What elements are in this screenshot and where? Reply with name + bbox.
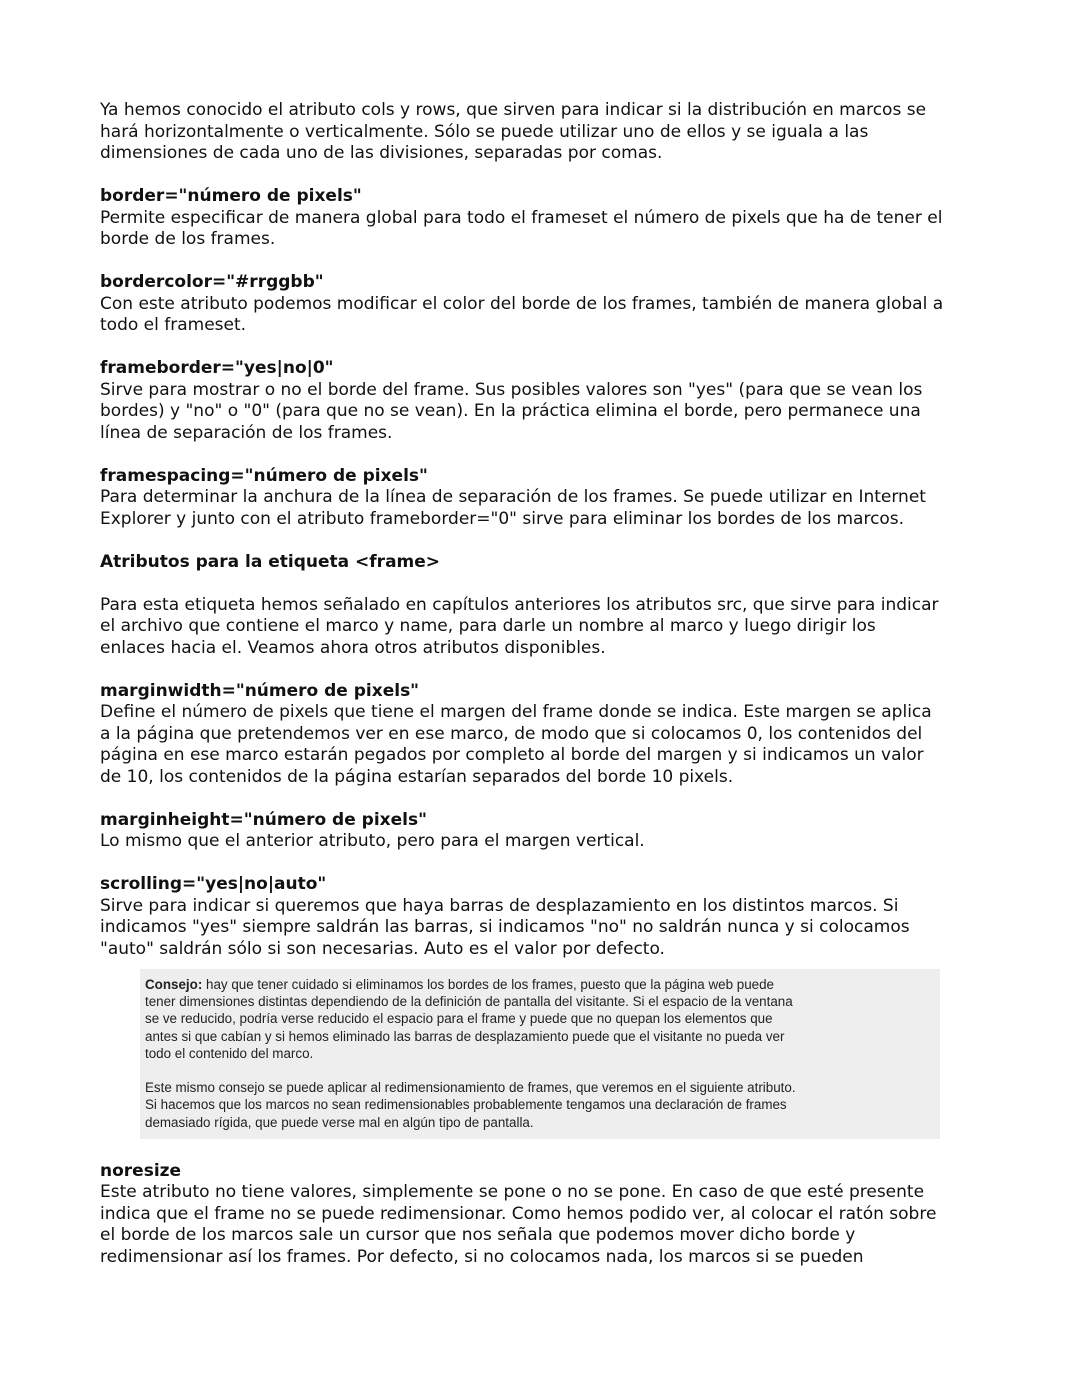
text-line: Sirve para indicar si queremos que haya barras de desplazamiento en los distintos marcos. Si <box>100 895 899 916</box>
marginwidth-section <box>100 681 1000 789</box>
frame-intro-paragraph <box>100 595 1000 660</box>
text-line: todo el contenido del marco. <box>145 1045 314 1061</box>
attribute-heading: scrolling="yes|no|auto" <box>100 874 327 894</box>
text-line: bordes) y "no" o "0" (para que no se vean). En la práctica elimina el borde, pero permanece una <box>100 401 921 421</box>
text-line: el archivo que contiene el marco y name, para darle un nombre al marco y luego dirigir los <box>100 616 876 636</box>
text-line: Lo mismo que el anterior atributo, pero para el margen vertical. <box>100 831 645 851</box>
text-line: indicamos "yes" siempre saldrán las barras, si indicamos "no" no saldrán nunca y si colocamos <box>100 917 910 937</box>
text-line: Este mismo consejo se puede aplicar al redimensionamiento de frames, que veremos en el siguiente atributo. <box>145 1080 796 1096</box>
text-line: todo el frameset. <box>100 315 247 335</box>
text-line: enlaces hacia el. Veamos ahora otros atributos disponibles. <box>100 637 606 658</box>
text-line: línea de separación de los frames. <box>100 422 393 443</box>
attribute-heading: framespacing="número de pixels" <box>100 465 428 486</box>
attribute-heading: noresize <box>100 1160 182 1181</box>
noresize-section <box>100 1161 1000 1269</box>
text-line: redimensionar así los frames. Por defecto, si no colocamos nada, los marcos si se pueden <box>100 1246 864 1267</box>
attribute-heading: marginheight="número de pixels" <box>100 809 427 830</box>
text-line: Permite especificar de manera global para todo el frameset el número de pixels que ha de tener el <box>100 207 943 228</box>
text-line: Sirve para mostrar o no el borde del frame. Sus posibles valores son "yes" (para que se vean los <box>100 379 923 400</box>
attribute-description <box>100 294 1000 337</box>
tip-label: Consejo: <box>145 977 203 992</box>
text-line: hará horizontalmente o verticalmente. Sólo se puede utilizar uno de ellos y se iguala a las <box>100 121 869 142</box>
text-line: Para esta etiqueta hemos señalado en capítulos anteriores los atributos src, que sirve para indicar <box>100 594 939 615</box>
text-line: borde de los frames. <box>100 229 276 249</box>
attribute-description <box>100 831 1000 853</box>
text-line: Este atributo no tiene valores, simplemente se pone o no se pone. En caso de que esté presente <box>100 1182 925 1203</box>
text-line: antes si que cabían y si hemos eliminado las barras de desplazamiento puede que el visitante no pueda ver <box>145 1028 785 1044</box>
frame-section-heading <box>100 552 1000 574</box>
tip-text: hay que tener cuidado si eliminamos los bordes de los frames, puesto que la página web puede <box>202 977 774 992</box>
tip-box <box>140 969 940 1139</box>
tip-paragraph-2 <box>145 1079 935 1131</box>
text-line: demasiado rígida, que puede verse mal en algún tipo de pantalla. <box>145 1114 534 1130</box>
framespacing-section <box>100 466 1000 531</box>
text-line: se ve reducido, podría verse reducido el espacio para el frame y puede que no quepan los elementos que <box>145 1011 773 1027</box>
border-section <box>100 186 1000 251</box>
attribute-description <box>100 1182 1000 1268</box>
bordercolor-section <box>100 272 1000 337</box>
intro-paragraph <box>100 100 1000 165</box>
section-heading: Atributos para la etiqueta <frame> <box>100 551 441 572</box>
text-line: dimensiones de cada uno de las divisiones, separadas por comas. <box>100 143 663 163</box>
attribute-description <box>100 702 1000 788</box>
attribute-heading: marginwidth="número de pixels" <box>100 680 420 701</box>
text-line: Con este atributo podemos modificar el color del borde de los frames, también de manera global a <box>100 293 944 314</box>
tip-text <box>145 993 935 1062</box>
attribute-heading: bordercolor="#rrggbb" <box>100 272 324 292</box>
text-line: indica que el frame no se puede redimensionar. Como hemos podido ver, al colocar el ratón sobre <box>100 1203 937 1224</box>
attribute-description <box>100 380 1000 445</box>
scrolling-section <box>100 874 1000 960</box>
attribute-heading: border="número de pixels" <box>100 186 362 206</box>
text-line: Explorer y junto con el atributo frameborder="0" sirve para eliminar los bordes de los marcos. <box>100 508 905 529</box>
marginheight-section <box>100 810 1000 853</box>
attribute-description <box>100 487 1000 530</box>
text-line: tener dimensiones distintas dependiendo de la definición de pantalla del visitante. Si el espacio de la ventana <box>145 994 793 1010</box>
attribute-heading: frameborder="yes|no|0" <box>100 358 334 378</box>
text-line: "auto" saldrán sólo si son necesarias. Auto es el valor por defecto. <box>100 938 665 959</box>
text-line: a la página que pretendemos ver en ese marco, de modo que si colocamos 0, los contenidos del <box>100 723 923 744</box>
text-line: página en ese marco estarán pegados por completo al borde del margen y si indicamos un valor <box>100 745 924 765</box>
text-line: Si hacemos que los marcos no sean redimensionables probablemente tengamos una declaración de frames <box>145 1097 787 1113</box>
attribute-description <box>100 896 1000 961</box>
attribute-description <box>100 208 1000 251</box>
text-line: de 10, los contenidos de la página estarían separados del borde 10 pixels. <box>100 766 734 787</box>
text-line: Ya hemos conocido el atributo cols y rows, que sirven para indicar si la distribución en marcos se <box>100 100 927 120</box>
text-line: el borde de los marcos sale un cursor que nos señala que podemos mover dicho borde y <box>100 1225 856 1246</box>
document-page <box>100 100 1000 1290</box>
tip-paragraph-1 <box>145 976 935 1062</box>
text-line: Para determinar la anchura de la línea de separación de los frames. Se puede utilizar en Internet <box>100 487 926 507</box>
text-line: Define el número de pixels que tiene el margen del frame donde se indica. Este margen se aplica <box>100 702 932 722</box>
frameborder-section <box>100 358 1000 444</box>
